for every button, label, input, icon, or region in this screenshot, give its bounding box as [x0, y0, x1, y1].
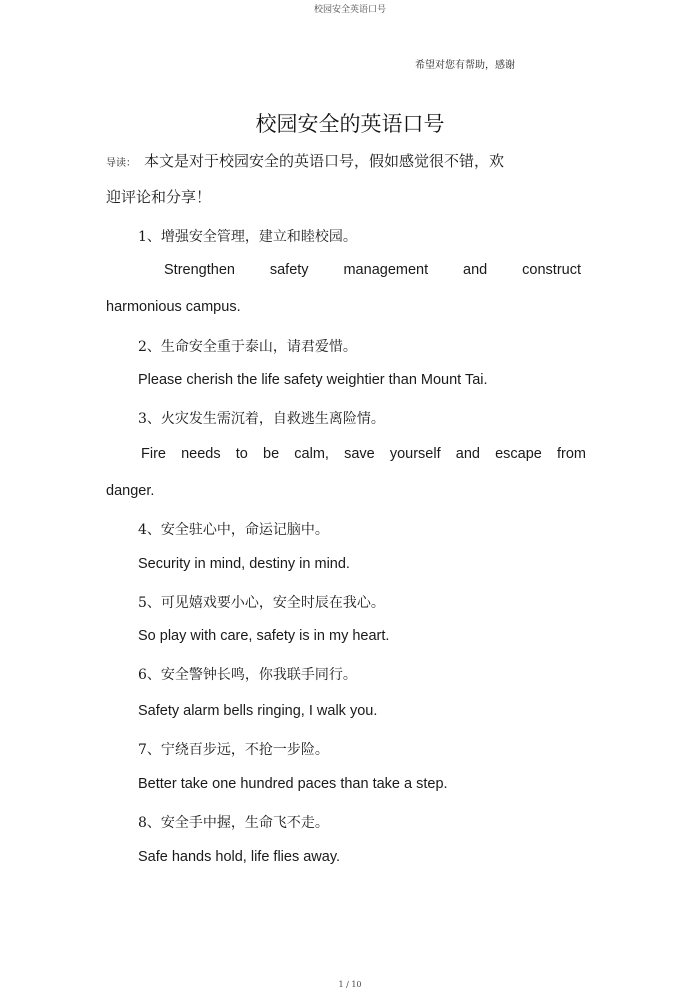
- slogan-en-3: Fire needs to be calm, save yourself and escape from: [141, 446, 586, 462]
- slogan-cn-5: 5、可见嬉戏要小心，安全时辰在我心。: [138, 595, 385, 611]
- slogan-cn-1: 1、增强安全管理，建立和睦校园。: [138, 229, 357, 245]
- header-note: 希望对您有帮助，感谢: [415, 60, 515, 71]
- slogan-en-8: Safe hands hold, life flies away.: [138, 849, 341, 865]
- slogan-cn-4: 4、安全驻心中，命运记脑中。: [138, 522, 329, 538]
- page-number: 1 / 10: [338, 980, 362, 989]
- slogan-cn-7: 7、宁绕百步远，不抢一步险。: [138, 742, 329, 758]
- intro-label: 导读：: [106, 158, 136, 169]
- slogan-en-2: Please cherish the life safety weightier than Mount Tai.: [138, 372, 488, 388]
- slogan-en-7: Better take one hundred paces than take a step.: [138, 776, 448, 792]
- intro-paragraph: [106, 150, 504, 171]
- slogan-en-3-continued: danger.: [106, 483, 155, 499]
- slogan-en-6: Safety alarm bells ringing, I walk you.: [138, 703, 378, 719]
- slogan-en-1-continued: harmonious campus.: [106, 299, 241, 315]
- slogan-cn-6: 6、安全警钟长鸣，你我联手同行。: [138, 667, 357, 683]
- slogan-en-5: So play with care, safety is in my heart.: [138, 628, 390, 644]
- slogan-cn-3: 3、火灾发生需沉着，自救逃生离险情。: [138, 411, 385, 427]
- slogan-en-1: Strengthen safety management and construct: [164, 262, 581, 278]
- running-header: 校园安全英语口号: [313, 5, 386, 15]
- intro-text-line2: 迎评论和分享！: [106, 188, 212, 206]
- intro-text-line1: 本文是对于校园安全的英语口号，假如感觉很不错，欢: [144, 152, 505, 170]
- slogan-cn-8: 8、安全手中握，生命飞不走。: [138, 815, 329, 831]
- slogan-en-4: Security in mind, destiny in mind.: [138, 556, 350, 572]
- page-title: 校园安全的英语口号: [255, 112, 445, 136]
- slogan-cn-2: 2、生命安全重于泰山，请君爱惜。: [138, 339, 357, 355]
